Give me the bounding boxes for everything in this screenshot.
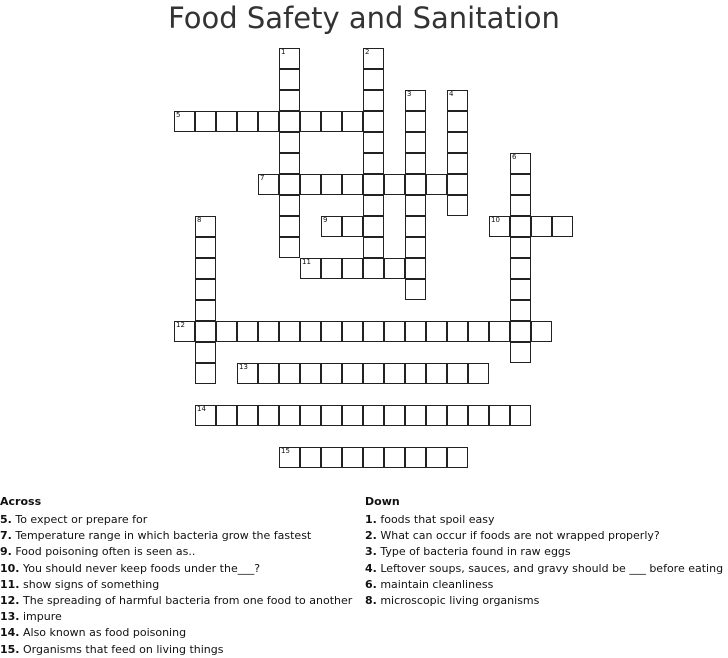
clue-number: 13 (239, 363, 248, 371)
grid-cell[interactable] (300, 258, 321, 279)
clue-num: 1. (365, 513, 377, 526)
grid-cell[interactable] (447, 195, 468, 216)
down-clue (365, 544, 723, 560)
grid-cell[interactable] (405, 363, 426, 384)
grid-cell[interactable] (363, 48, 384, 69)
grid-cell[interactable] (321, 321, 342, 342)
across-clue (0, 544, 352, 560)
clue-num: 15. (0, 642, 20, 656)
grid-cell[interactable] (195, 216, 216, 237)
grid-cell[interactable] (405, 132, 426, 153)
grid-cell[interactable] (321, 174, 342, 195)
grid-cell[interactable] (363, 321, 384, 342)
across-clue (0, 593, 352, 609)
grid-cell[interactable] (468, 405, 489, 426)
grid-cell[interactable] (363, 216, 384, 237)
grid-cell[interactable] (405, 153, 426, 174)
grid-cell[interactable] (258, 174, 279, 195)
grid-cell[interactable] (279, 405, 300, 426)
grid-cell[interactable] (258, 321, 279, 342)
grid-cell[interactable] (363, 111, 384, 132)
clue-num: 9. (0, 545, 12, 559)
grid-cell[interactable] (552, 216, 573, 237)
grid-cell[interactable] (510, 174, 531, 195)
grid-cell[interactable] (447, 447, 468, 468)
grid-cell[interactable] (489, 405, 510, 426)
clue-num: 2. (365, 529, 377, 543)
across-clue (0, 609, 352, 625)
grid-cell[interactable] (300, 111, 321, 132)
grid-cell[interactable] (510, 279, 531, 300)
grid-cell[interactable] (447, 174, 468, 195)
grid-cell[interactable] (237, 321, 258, 342)
grid-cell[interactable] (216, 321, 237, 342)
across-clue (0, 577, 352, 593)
grid-cell[interactable] (447, 132, 468, 153)
grid-cell[interactable] (405, 405, 426, 426)
grid-cell[interactable] (216, 111, 237, 132)
grid-cell[interactable] (510, 153, 531, 174)
grid-cell[interactable] (510, 195, 531, 216)
clue-number: 12 (176, 321, 185, 329)
clue-number: 7 (260, 174, 265, 182)
clue-text: The spreading of harmful bacteria from one food to another (23, 594, 353, 608)
grid-cell[interactable] (342, 174, 363, 195)
clue-number: 6 (512, 153, 517, 161)
grid-cell[interactable] (300, 447, 321, 468)
down-clues (365, 495, 723, 609)
grid-cell[interactable] (384, 405, 405, 426)
grid-cell[interactable] (258, 111, 279, 132)
grid-cell[interactable] (468, 363, 489, 384)
clue-text: To expect or prepare for (15, 513, 148, 526)
grid-cell[interactable] (489, 321, 510, 342)
clue-number: 8 (197, 216, 202, 224)
grid-cell[interactable] (195, 237, 216, 258)
grid-cell[interactable] (489, 216, 510, 237)
grid-cell[interactable] (447, 90, 468, 111)
grid-cell[interactable] (342, 321, 363, 342)
grid-cell[interactable] (195, 321, 216, 342)
grid-cell[interactable] (510, 258, 531, 279)
clue-num: 14. (0, 626, 20, 640)
clue-num: 5. (0, 513, 12, 526)
grid-cell[interactable] (258, 363, 279, 384)
grid-cell[interactable] (237, 111, 258, 132)
across-clue (0, 512, 352, 528)
grid-cell[interactable] (510, 405, 531, 426)
grid-cell[interactable] (363, 174, 384, 195)
grid-cell[interactable] (468, 321, 489, 342)
grid-cell[interactable] (447, 363, 468, 384)
grid-cell[interactable] (363, 195, 384, 216)
clue-text: show signs of something (23, 577, 160, 591)
grid-cell[interactable] (405, 447, 426, 468)
grid-cell[interactable] (531, 216, 552, 237)
grid-cell[interactable] (363, 258, 384, 279)
clue-number: 15 (281, 447, 290, 455)
grid-cell[interactable] (195, 300, 216, 321)
grid-cell[interactable] (279, 216, 300, 237)
grid-cell[interactable] (363, 153, 384, 174)
grid-cell[interactable] (300, 405, 321, 426)
clue-number: 10 (491, 216, 500, 224)
grid-cell[interactable] (195, 363, 216, 384)
grid-cell[interactable] (237, 363, 258, 384)
grid-cell[interactable] (447, 321, 468, 342)
grid-cell[interactable] (405, 216, 426, 237)
grid-cell[interactable] (342, 216, 363, 237)
grid-cell[interactable] (510, 237, 531, 258)
grid-cell[interactable] (258, 405, 279, 426)
clue-text: Type of bacteria found in raw eggs (380, 545, 571, 559)
grid-cell[interactable] (279, 69, 300, 90)
grid-cell[interactable] (342, 405, 363, 426)
grid-cell[interactable] (510, 216, 531, 237)
grid-cell[interactable] (384, 321, 405, 342)
grid-cell[interactable] (279, 174, 300, 195)
grid-cell[interactable] (279, 153, 300, 174)
clue-text: Also known as food poisoning (23, 626, 187, 640)
down-clue (365, 512, 723, 528)
grid-cell[interactable] (405, 258, 426, 279)
puzzle-title: Food Safety and Sanitation (168, 1, 560, 35)
clue-number: 2 (365, 48, 370, 56)
grid-cell[interactable] (279, 237, 300, 258)
grid-cell[interactable] (510, 321, 531, 342)
across-heading: Across (0, 495, 42, 508)
grid-cell[interactable] (363, 363, 384, 384)
clue-num: 8. (365, 594, 377, 608)
clue-text: foods that spoil easy (380, 513, 495, 526)
grid-cell[interactable] (384, 174, 405, 195)
grid-cell[interactable] (321, 363, 342, 384)
grid-cell[interactable] (279, 132, 300, 153)
grid-cell[interactable] (384, 258, 405, 279)
grid-cell[interactable] (195, 279, 216, 300)
clue-num: 11. (0, 577, 20, 591)
grid-cell[interactable] (342, 447, 363, 468)
clue-text: Food poisoning often is seen as.. (15, 545, 196, 559)
grid-cell[interactable] (216, 405, 237, 426)
grid-cell[interactable] (363, 447, 384, 468)
grid-cell[interactable] (321, 216, 342, 237)
grid-cell[interactable] (321, 258, 342, 279)
grid-cell[interactable] (426, 174, 447, 195)
grid-cell[interactable] (405, 111, 426, 132)
grid-cell[interactable] (279, 363, 300, 384)
across-clues (0, 495, 352, 658)
clue-num: 7. (0, 529, 12, 543)
grid-cell[interactable] (363, 237, 384, 258)
grid-cell[interactable] (195, 111, 216, 132)
grid-cell[interactable] (405, 174, 426, 195)
grid-cell[interactable] (174, 111, 195, 132)
grid-cell[interactable] (426, 363, 447, 384)
clue-text: maintain cleanliness (380, 577, 494, 591)
grid-cell[interactable] (384, 447, 405, 468)
grid-cell[interactable] (363, 405, 384, 426)
grid-cell[interactable] (300, 174, 321, 195)
clue-text: Temperature range in which bacteria grow the fastest (15, 529, 312, 543)
grid-cell[interactable] (342, 363, 363, 384)
grid-cell[interactable] (195, 258, 216, 279)
clue-number: 14 (197, 405, 206, 413)
grid-cell[interactable] (321, 447, 342, 468)
grid-cell[interactable] (426, 447, 447, 468)
grid-cell[interactable] (342, 111, 363, 132)
clue-text: impure (23, 610, 62, 624)
grid-cell[interactable] (300, 321, 321, 342)
grid-cell[interactable] (405, 237, 426, 258)
grid-cell[interactable] (279, 195, 300, 216)
down-clue (365, 577, 723, 593)
down-heading: Down (365, 495, 400, 508)
grid-cell[interactable] (384, 363, 405, 384)
clue-num: 6. (365, 577, 377, 591)
down-clue (365, 528, 723, 544)
down-clue (365, 561, 723, 577)
across-clue (0, 561, 352, 577)
grid-cell[interactable] (279, 321, 300, 342)
grid-cell[interactable] (363, 132, 384, 153)
grid-cell[interactable] (279, 48, 300, 69)
clue-num: 10. (0, 561, 20, 575)
clue-number: 9 (323, 216, 328, 224)
grid-cell[interactable] (363, 90, 384, 111)
grid-cell[interactable] (195, 342, 216, 363)
grid-cell[interactable] (447, 111, 468, 132)
down-clue (365, 593, 723, 609)
grid-cell[interactable] (426, 321, 447, 342)
clue-num: 12. (0, 594, 20, 608)
grid-cell[interactable] (405, 90, 426, 111)
grid-cell[interactable] (510, 342, 531, 363)
grid-cell[interactable] (321, 111, 342, 132)
clue-number: 5 (176, 111, 181, 119)
across-clue (0, 642, 352, 658)
across-clue (0, 625, 352, 641)
clue-num: 4. (365, 561, 377, 575)
clue-num: 3. (365, 545, 377, 559)
grid-cell[interactable] (195, 405, 216, 426)
clue-number: 4 (449, 90, 454, 98)
grid-cell[interactable] (447, 405, 468, 426)
clue-number: 1 (281, 48, 286, 56)
clue-number: 11 (302, 258, 311, 266)
grid-cell[interactable] (363, 69, 384, 90)
grid-cell[interactable] (510, 300, 531, 321)
grid-cell[interactable] (447, 153, 468, 174)
grid-cell[interactable] (300, 363, 321, 384)
clue-text: You should never keep foods under the___? (23, 561, 261, 575)
across-clue (0, 528, 352, 544)
grid-cell[interactable] (237, 405, 258, 426)
clue-text: What can occur if foods are not wrapped properly? (380, 529, 660, 543)
clue-text: Leftover soups, sauces, and gravy should be ___ before eating (380, 561, 724, 575)
grid-cell[interactable] (279, 447, 300, 468)
clue-text: Organisms that feed on living things (23, 642, 224, 656)
grid-cell[interactable] (405, 279, 426, 300)
clue-number: 3 (407, 90, 412, 98)
grid-cell[interactable] (279, 111, 300, 132)
grid-cell[interactable] (342, 258, 363, 279)
grid-cell[interactable] (174, 321, 195, 342)
grid-cell[interactable] (426, 405, 447, 426)
clue-num: 13. (0, 610, 20, 624)
grid-cell[interactable] (321, 405, 342, 426)
clue-text: microscopic living organisms (380, 594, 540, 608)
grid-cell[interactable] (279, 90, 300, 111)
grid-cell[interactable] (405, 321, 426, 342)
grid-cell[interactable] (405, 195, 426, 216)
grid-cell[interactable] (531, 321, 552, 342)
